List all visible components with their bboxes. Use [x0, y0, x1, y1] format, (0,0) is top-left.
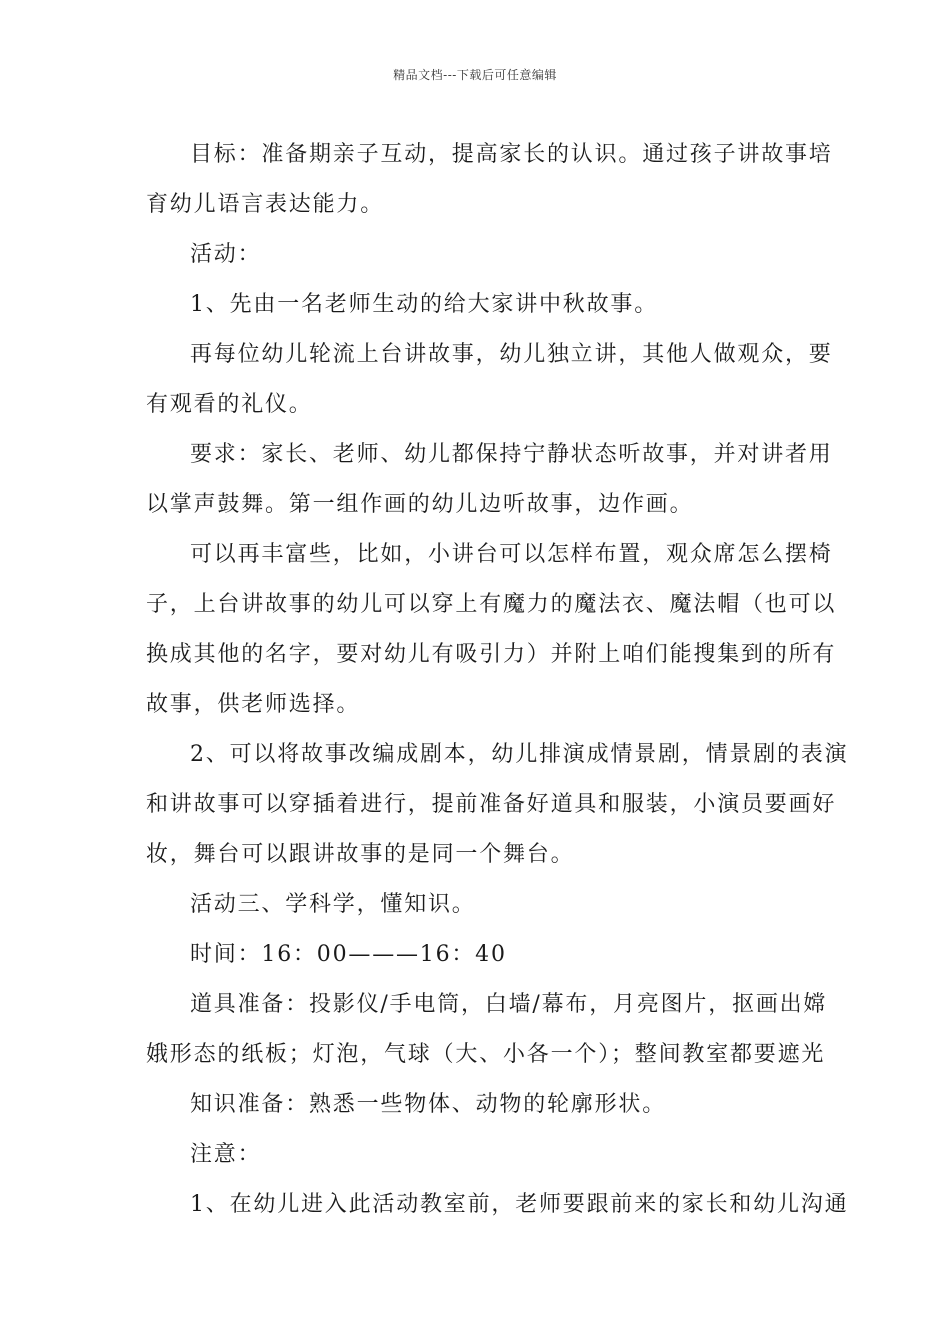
paragraph-activity-three	[146, 880, 808, 930]
text-line: 子，上台讲故事的幼儿可以穿上有魔力的魔法衣、魔法帽（也可以	[146, 592, 837, 617]
text-line: 和讲故事可以穿插着进行，提前准备好道具和服装，小演员要画好	[146, 792, 837, 817]
text-line: 活动：	[190, 242, 262, 267]
text-line: 有观看的礼仪。	[146, 392, 313, 417]
text-line: 妆，舞台可以跟讲故事的是同一个舞台。	[146, 842, 575, 867]
text-line: 要求：家长、老师、幼儿都保持宁静状态听故事，并对讲者用	[190, 442, 833, 467]
text-line: 道具准备：投影仪/手电筒，白墙/幕布，月亮图片，抠画出嫦	[190, 992, 828, 1017]
text-line: 1、在幼儿进入此活动教室前，老师要跟前来的家长和幼儿沟通	[190, 1192, 849, 1217]
paragraph-step-2	[146, 730, 849, 880]
document-body	[146, 130, 849, 1230]
text-line: 以掌声鼓舞。第一组作画的幼儿边听故事，边作画。	[146, 492, 694, 517]
paragraph-props	[146, 980, 828, 1080]
text-line: 育幼儿语言表达能力。	[146, 192, 385, 217]
paragraph-time	[146, 930, 808, 980]
paragraph-step-1	[146, 280, 808, 330]
paragraph-notes-heading	[146, 1130, 808, 1180]
paragraph-children-storytelling	[146, 330, 833, 430]
paragraph-requirements	[146, 430, 833, 530]
text-line: 时间：16：00———16：40	[190, 942, 507, 967]
paragraph-goal	[146, 130, 833, 230]
text-line: 可以再丰富些，比如，小讲台可以怎样布置，观众席怎么摆椅	[190, 542, 833, 567]
text-line: 知识准备：熟悉一些物体、动物的轮廓形状。	[190, 1092, 667, 1117]
text-line: 活动三、学科学，懂知识。	[190, 892, 476, 917]
paragraph-activity-heading	[146, 230, 808, 280]
paragraph-note-1	[146, 1180, 849, 1230]
text-line: 1、先由一名老师生动的给大家讲中秋故事。	[190, 292, 658, 317]
paragraph-knowledge-prep	[146, 1080, 808, 1130]
text-line: 2、可以将故事改编成剧本，幼儿排演成情景剧，情景剧的表演	[190, 742, 849, 767]
page-header: 精品文档---下载后可任意编辑	[393, 68, 557, 82]
paragraph-enrichment	[146, 530, 837, 730]
text-line: 娥形态的纸板；灯泡，气球（大、小各一个）；整间教室都要遮光	[146, 1042, 826, 1067]
text-line: 再每位幼儿轮流上台讲故事，幼儿独立讲，其他人做观众，要	[190, 342, 833, 367]
text-line: 换成其他的名字，要对幼儿有吸引力）并附上咱们能搜集到的所有	[146, 642, 837, 667]
text-line: 目标：准备期亲子互动，提高家长的认识。通过孩子讲故事培	[190, 142, 833, 167]
text-line: 故事，供老师选择。	[146, 692, 361, 717]
text-line: 注意：	[190, 1142, 262, 1167]
